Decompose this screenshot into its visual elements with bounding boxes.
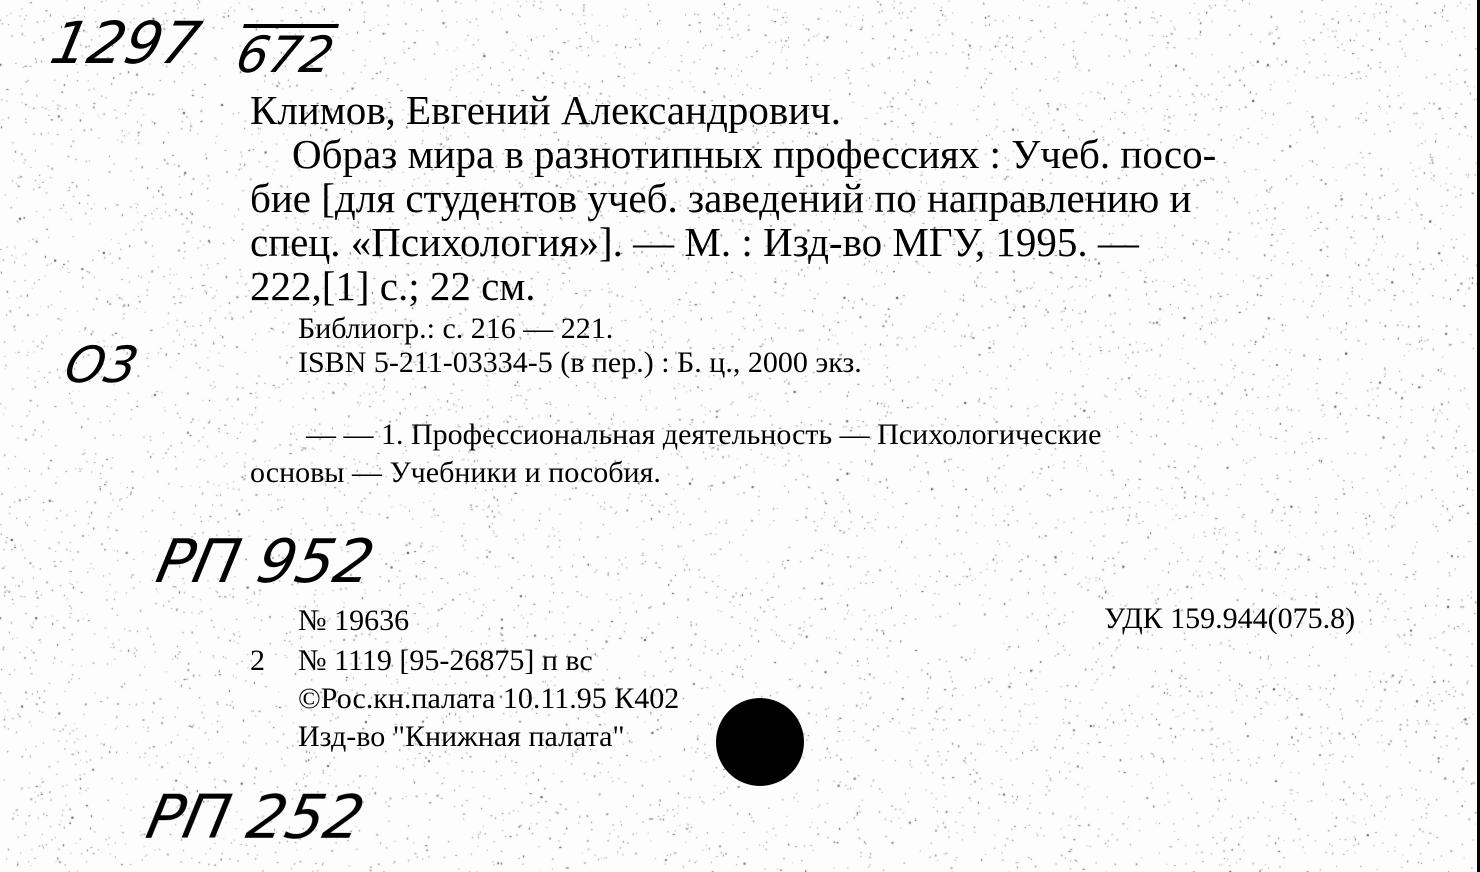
isbn-line: ISBN 5-211-03334-5 (в пер.) : Б. ц., 2000 экз. — [298, 346, 862, 379]
card-number-line: № 19636 — [298, 604, 410, 637]
order-line: № 1119 [95-26875] п вс — [298, 644, 593, 677]
handwritten-top-fraction: 672 — [231, 26, 339, 84]
publisher-line: Изд-во "Книжная палата" — [298, 720, 625, 753]
subject-line-2: основы — Учебники и пособия. — [250, 456, 661, 489]
title-line-2: бие [для студентов учеб. заведений по направлению и — [250, 175, 1192, 221]
handwritten-shelf-code-1: РП 952 — [150, 527, 381, 597]
copyright-line: ©Рос.кн.палата 10.11.95 К402 — [298, 682, 680, 715]
copies-prefix: 2 — [250, 644, 265, 677]
author-heading: Климов, Евгений Александрович. — [250, 87, 842, 133]
bibliography-note: Библиогр.: с. 216 — 221. — [298, 312, 614, 345]
title-line-3: спец. «Психология»]. — М. : Изд-во МГУ, 1995. — — [250, 219, 1139, 265]
handwritten-top-number: 1297 — [44, 9, 207, 77]
udk-code: УДК 159.944(075.8) — [1104, 602, 1356, 635]
subject-line-1: — — 1. Профессиональная деятельность — Психологические — [306, 418, 1102, 451]
handwritten-left-mark: O3 — [59, 336, 144, 394]
punch-hole — [716, 698, 804, 786]
title-line-4: 222,[1] с.; 22 см. — [250, 263, 536, 309]
title-line-1: Образ мира в разнотипных профессиях : Учеб. посо- — [292, 131, 1217, 177]
handwritten-shelf-code-2: РП 252 — [140, 783, 371, 853]
